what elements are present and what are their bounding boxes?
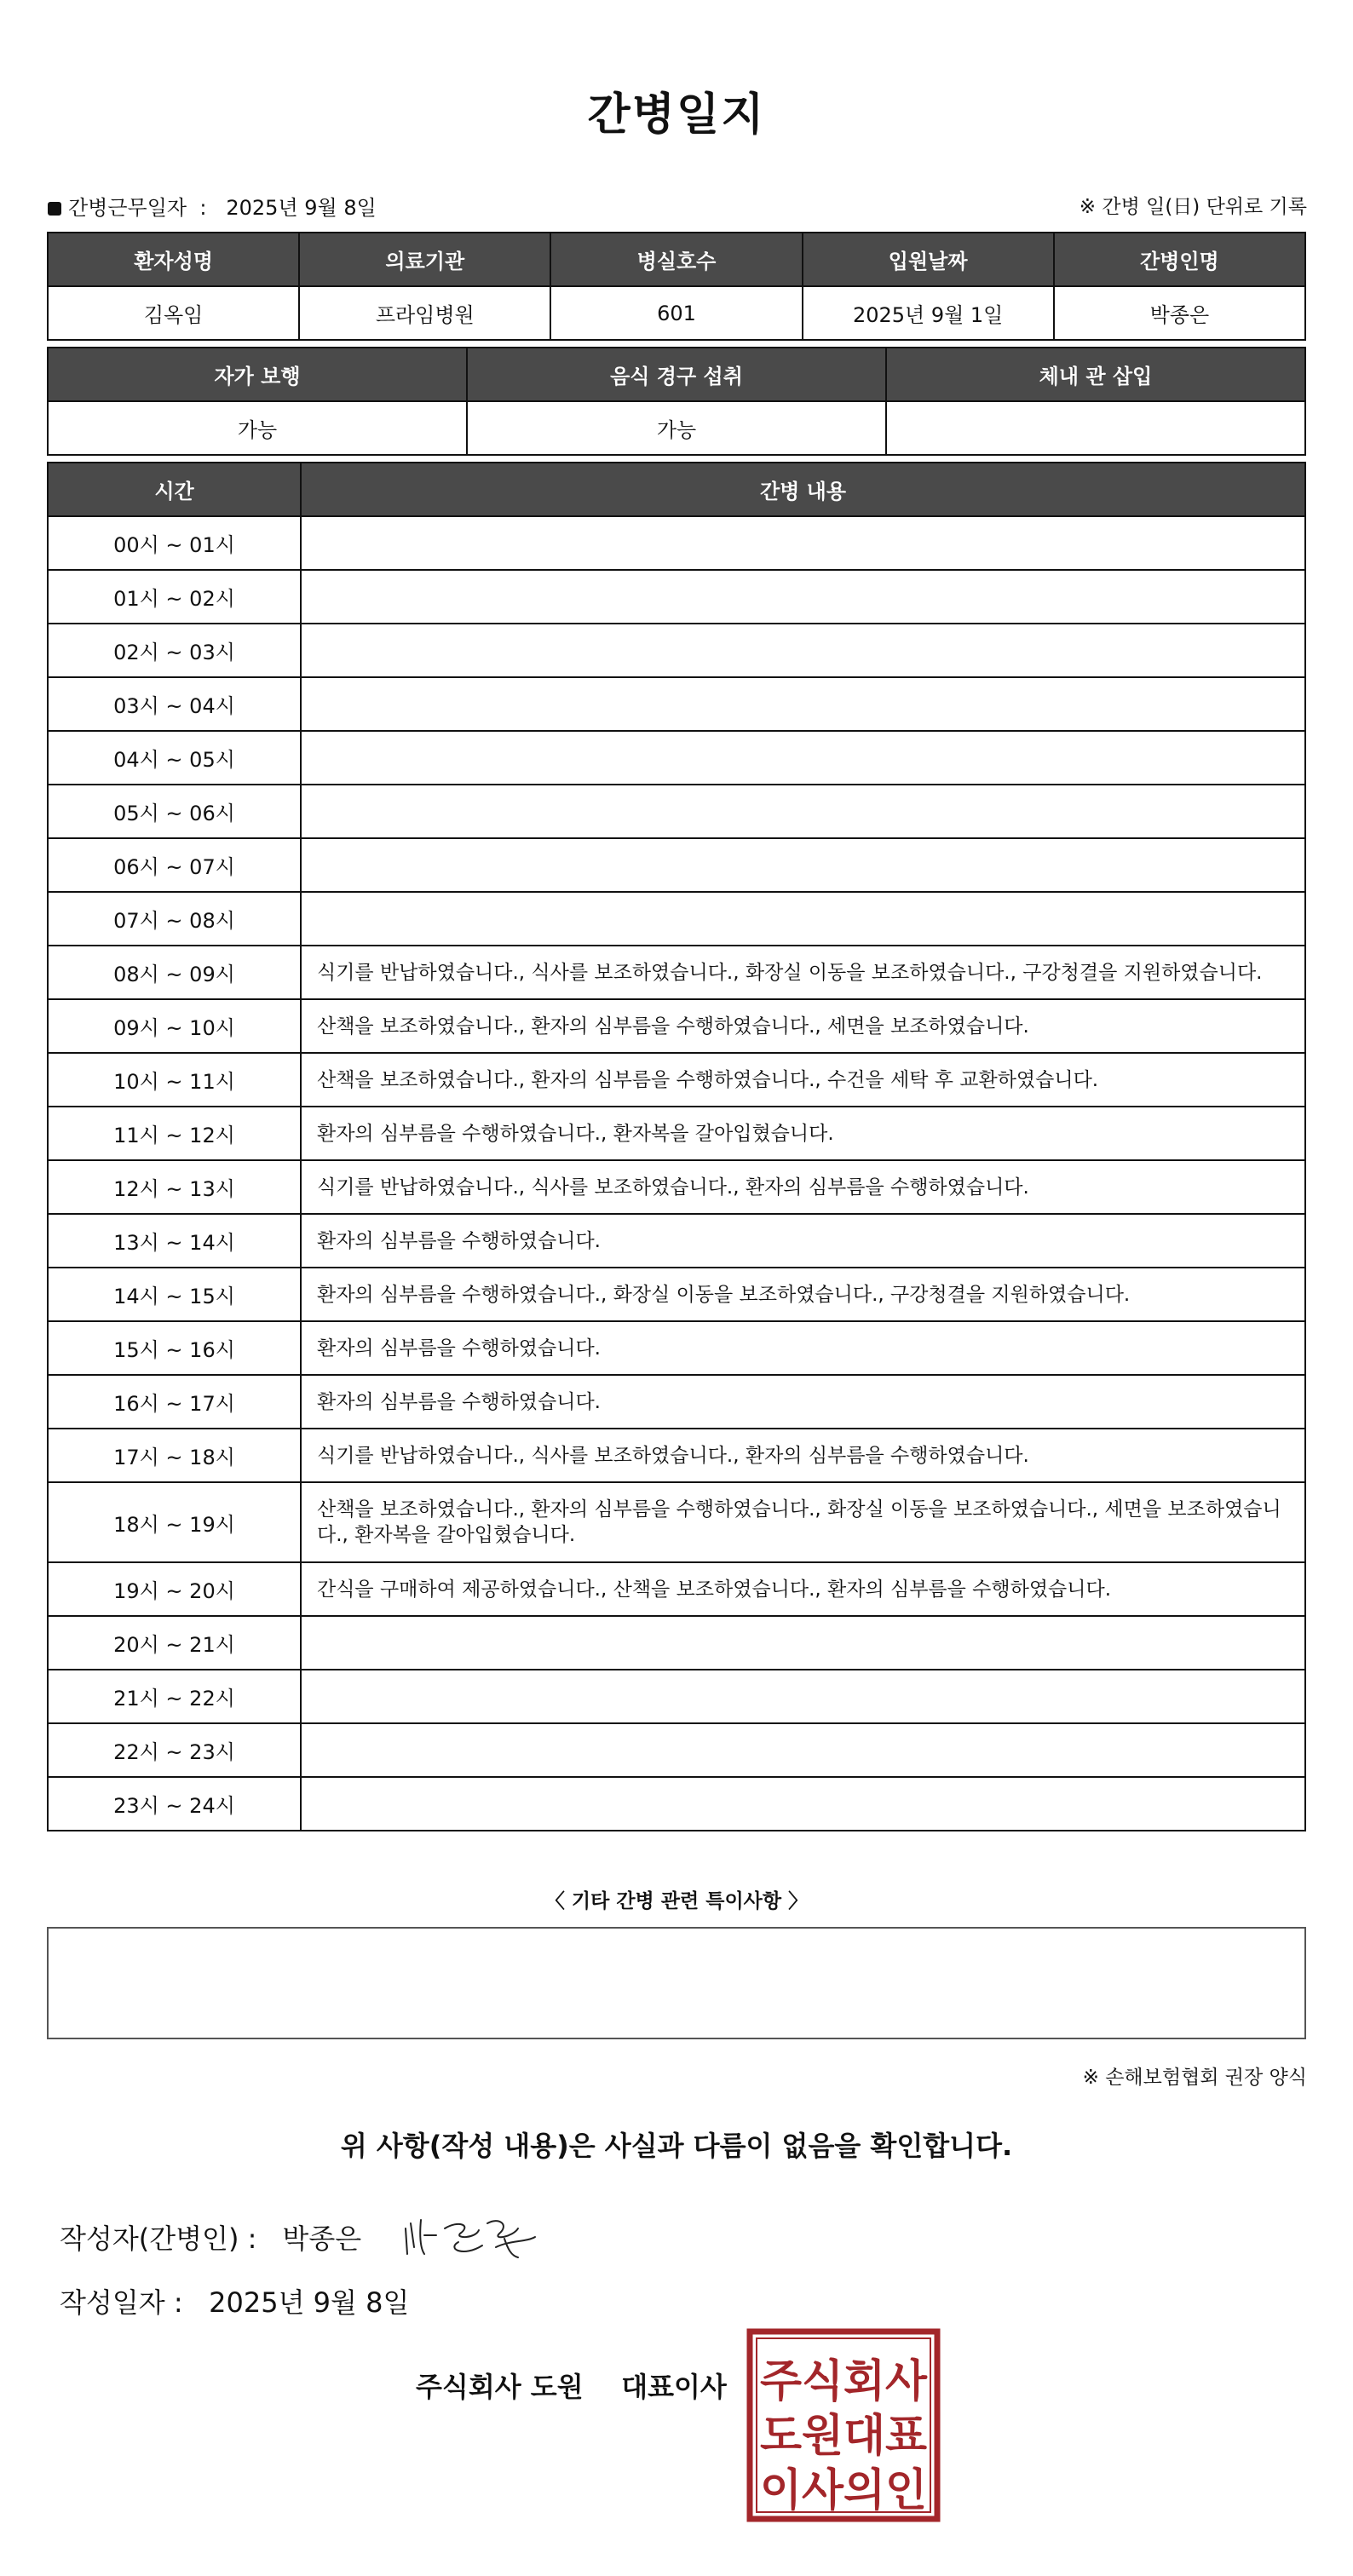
content-column-header: 간병 내용 xyxy=(301,463,1305,516)
log-row xyxy=(48,1670,1305,1723)
work-date-label: 간병근무일자 xyxy=(68,196,187,220)
room-number: 601 xyxy=(550,286,802,340)
square-bullet-icon xyxy=(48,202,61,216)
log-content: 식기를 반납하였습니다., 식사를 보조하였습니다., 화장실 이동을 보조하였습니다., 구강청결을 지원하였습니다. xyxy=(301,946,1305,999)
work-date-separator: : xyxy=(199,196,207,220)
log-time: 18시 ~ 19시 xyxy=(48,1482,301,1562)
log-row xyxy=(48,731,1305,785)
log-content: 산책을 보조하였습니다., 환자의 심부름을 수행하였습니다., 수건을 세탁 후 교환하였습니다. xyxy=(301,1053,1305,1107)
written-date-line xyxy=(60,2281,409,2320)
admission-date: 2025년 9월 1일 xyxy=(803,286,1054,340)
log-content xyxy=(301,785,1305,838)
association-note: ※ 손해보험협회 권장 양식 xyxy=(1082,2067,1307,2089)
log-content xyxy=(301,624,1305,677)
log-content xyxy=(301,731,1305,785)
walking-status: 가능 xyxy=(48,401,467,455)
status-header-row xyxy=(48,348,1305,401)
log-row xyxy=(48,1616,1305,1670)
log-time: 21시 ~ 22시 xyxy=(48,1670,301,1723)
hourly-care-log-table xyxy=(47,462,1306,1831)
patient-status-table xyxy=(47,347,1306,456)
log-content xyxy=(301,1777,1305,1831)
writer-label: 작성자(간병인) : xyxy=(60,2222,257,2255)
log-row xyxy=(48,1562,1305,1616)
patient-info-table xyxy=(47,232,1306,341)
log-content: 산책을 보조하였습니다., 환자의 심부름을 수행하였습니다., 화장실 이동을 보조하였습니다., 세면을 보조하였습니다., 환자복을 갈아입혔습니다. xyxy=(301,1482,1305,1562)
log-time: 22시 ~ 23시 xyxy=(48,1723,301,1777)
log-content xyxy=(301,570,1305,624)
written-date-label: 작성일자 : xyxy=(60,2286,183,2319)
log-time: 16시 ~ 17시 xyxy=(48,1375,301,1429)
log-content xyxy=(301,892,1305,946)
status-header: 자가 보행 xyxy=(48,348,467,401)
log-row xyxy=(48,785,1305,838)
status-header: 음식 경구 섭취 xyxy=(467,348,886,401)
log-time: 08시 ~ 09시 xyxy=(48,946,301,999)
handwritten-signature xyxy=(399,2205,552,2264)
log-row xyxy=(48,1777,1305,1831)
ceo-label: 대표이사 xyxy=(621,2371,727,2403)
info-header: 입원날짜 xyxy=(803,233,1054,286)
log-time: 07시 ~ 08시 xyxy=(48,892,301,946)
log-content: 간식을 구매하여 제공하였습니다., 산책을 보조하였습니다., 환자의 심부름을 수행하였습니다. xyxy=(301,1562,1305,1616)
log-time: 17시 ~ 18시 xyxy=(48,1429,301,1482)
info-header: 간병인명 xyxy=(1054,233,1305,286)
log-body xyxy=(48,516,1305,1831)
log-content: 식기를 반납하였습니다., 식사를 보조하였습니다., 환자의 심부름을 수행하였습니다. xyxy=(301,1160,1305,1214)
log-content: 환자의 심부름을 수행하였습니다. xyxy=(301,1321,1305,1375)
time-column-header: 시간 xyxy=(48,463,301,516)
log-content xyxy=(301,677,1305,731)
log-time: 06시 ~ 07시 xyxy=(48,838,301,892)
writer-line xyxy=(60,2217,361,2257)
log-time: 19시 ~ 20시 xyxy=(48,1562,301,1616)
log-time: 00시 ~ 01시 xyxy=(48,516,301,570)
company-seal xyxy=(746,2328,941,2522)
log-content xyxy=(301,838,1305,892)
log-time: 02시 ~ 03시 xyxy=(48,624,301,677)
log-content: 환자의 심부름을 수행하였습니다. xyxy=(301,1375,1305,1429)
log-time: 10시 ~ 11시 xyxy=(48,1053,301,1107)
log-row xyxy=(48,516,1305,570)
log-row xyxy=(48,1053,1305,1107)
hospital-name: 프라임병원 xyxy=(299,286,550,340)
log-row xyxy=(48,677,1305,731)
seal-text-line: 이사의인 xyxy=(760,2465,927,2516)
record-note: ※ 간병 일(日) 단위로 기록 xyxy=(1079,196,1307,218)
log-row xyxy=(48,1482,1305,1562)
patient-info-header-row xyxy=(48,233,1305,286)
document-title: 간병일지 xyxy=(587,89,766,141)
log-time: 09시 ~ 10시 xyxy=(48,999,301,1053)
log-row xyxy=(48,946,1305,999)
company-line xyxy=(416,2366,727,2405)
log-row xyxy=(48,838,1305,892)
log-row xyxy=(48,1375,1305,1429)
company-name: 주식회사 도원 xyxy=(416,2371,584,2403)
log-content xyxy=(301,516,1305,570)
log-time: 13시 ~ 14시 xyxy=(48,1214,301,1268)
log-time: 23시 ~ 24시 xyxy=(48,1777,301,1831)
caregiver-name: 박종은 xyxy=(1054,286,1305,340)
log-time: 12시 ~ 13시 xyxy=(48,1160,301,1214)
written-date-value: 2025년 9월 8일 xyxy=(209,2286,410,2319)
log-row xyxy=(48,1160,1305,1214)
log-content xyxy=(301,1723,1305,1777)
patient-name: 김옥임 xyxy=(48,286,299,340)
confirmation-statement: 위 사항(작성 내용)은 사실과 다름이 없음을 확인합니다. xyxy=(340,2130,1013,2162)
log-content xyxy=(301,1616,1305,1670)
log-time: 15시 ~ 16시 xyxy=(48,1321,301,1375)
log-time: 04시 ~ 05시 xyxy=(48,731,301,785)
work-date xyxy=(48,191,377,221)
log-content xyxy=(301,1670,1305,1723)
oral-intake-status: 가능 xyxy=(467,401,886,455)
info-header: 환자성명 xyxy=(48,233,299,286)
status-value-row xyxy=(48,401,1305,455)
log-row xyxy=(48,999,1305,1053)
log-row xyxy=(48,1429,1305,1482)
log-row xyxy=(48,1107,1305,1160)
log-time: 01시 ~ 02시 xyxy=(48,570,301,624)
log-row xyxy=(48,1214,1305,1268)
log-content: 환자의 심부름을 수행하였습니다., 화장실 이동을 보조하였습니다., 구강청결을 지원하였습니다. xyxy=(301,1268,1305,1321)
log-time: 14시 ~ 15시 xyxy=(48,1268,301,1321)
notes-title: 〈 기타 간병 관련 특이사항 〉 xyxy=(544,1890,809,1912)
tube-insertion-status xyxy=(886,401,1305,455)
log-time: 20시 ~ 21시 xyxy=(48,1616,301,1670)
log-time: 05시 ~ 06시 xyxy=(48,785,301,838)
info-header: 병실호수 xyxy=(550,233,802,286)
log-row xyxy=(48,570,1305,624)
notes-box xyxy=(47,1927,1306,2039)
log-row xyxy=(48,892,1305,946)
status-header: 체내 관 삽입 xyxy=(886,348,1305,401)
log-content: 환자의 심부름을 수행하였습니다. xyxy=(301,1214,1305,1268)
log-content: 산책을 보조하였습니다., 환자의 심부름을 수행하였습니다., 세면을 보조하였습니다. xyxy=(301,999,1305,1053)
log-header-row xyxy=(48,463,1305,516)
log-row xyxy=(48,1268,1305,1321)
seal-text-line: 도원대표 xyxy=(760,2411,927,2462)
log-row xyxy=(48,1321,1305,1375)
info-header: 의료기관 xyxy=(299,233,550,286)
log-time: 11시 ~ 12시 xyxy=(48,1107,301,1160)
log-content: 식기를 반납하였습니다., 식사를 보조하였습니다., 환자의 심부름을 수행하였습니다. xyxy=(301,1429,1305,1482)
log-content: 환자의 심부름을 수행하였습니다., 환자복을 갈아입혔습니다. xyxy=(301,1107,1305,1160)
work-date-value: 2025년 9월 8일 xyxy=(226,196,377,220)
seal-text-line: 주식회사 xyxy=(760,2356,928,2407)
log-row xyxy=(48,624,1305,677)
log-row xyxy=(48,1723,1305,1777)
log-time: 03시 ~ 04시 xyxy=(48,677,301,731)
writer-name: 박종은 xyxy=(282,2222,362,2255)
patient-info-value-row xyxy=(48,286,1305,340)
